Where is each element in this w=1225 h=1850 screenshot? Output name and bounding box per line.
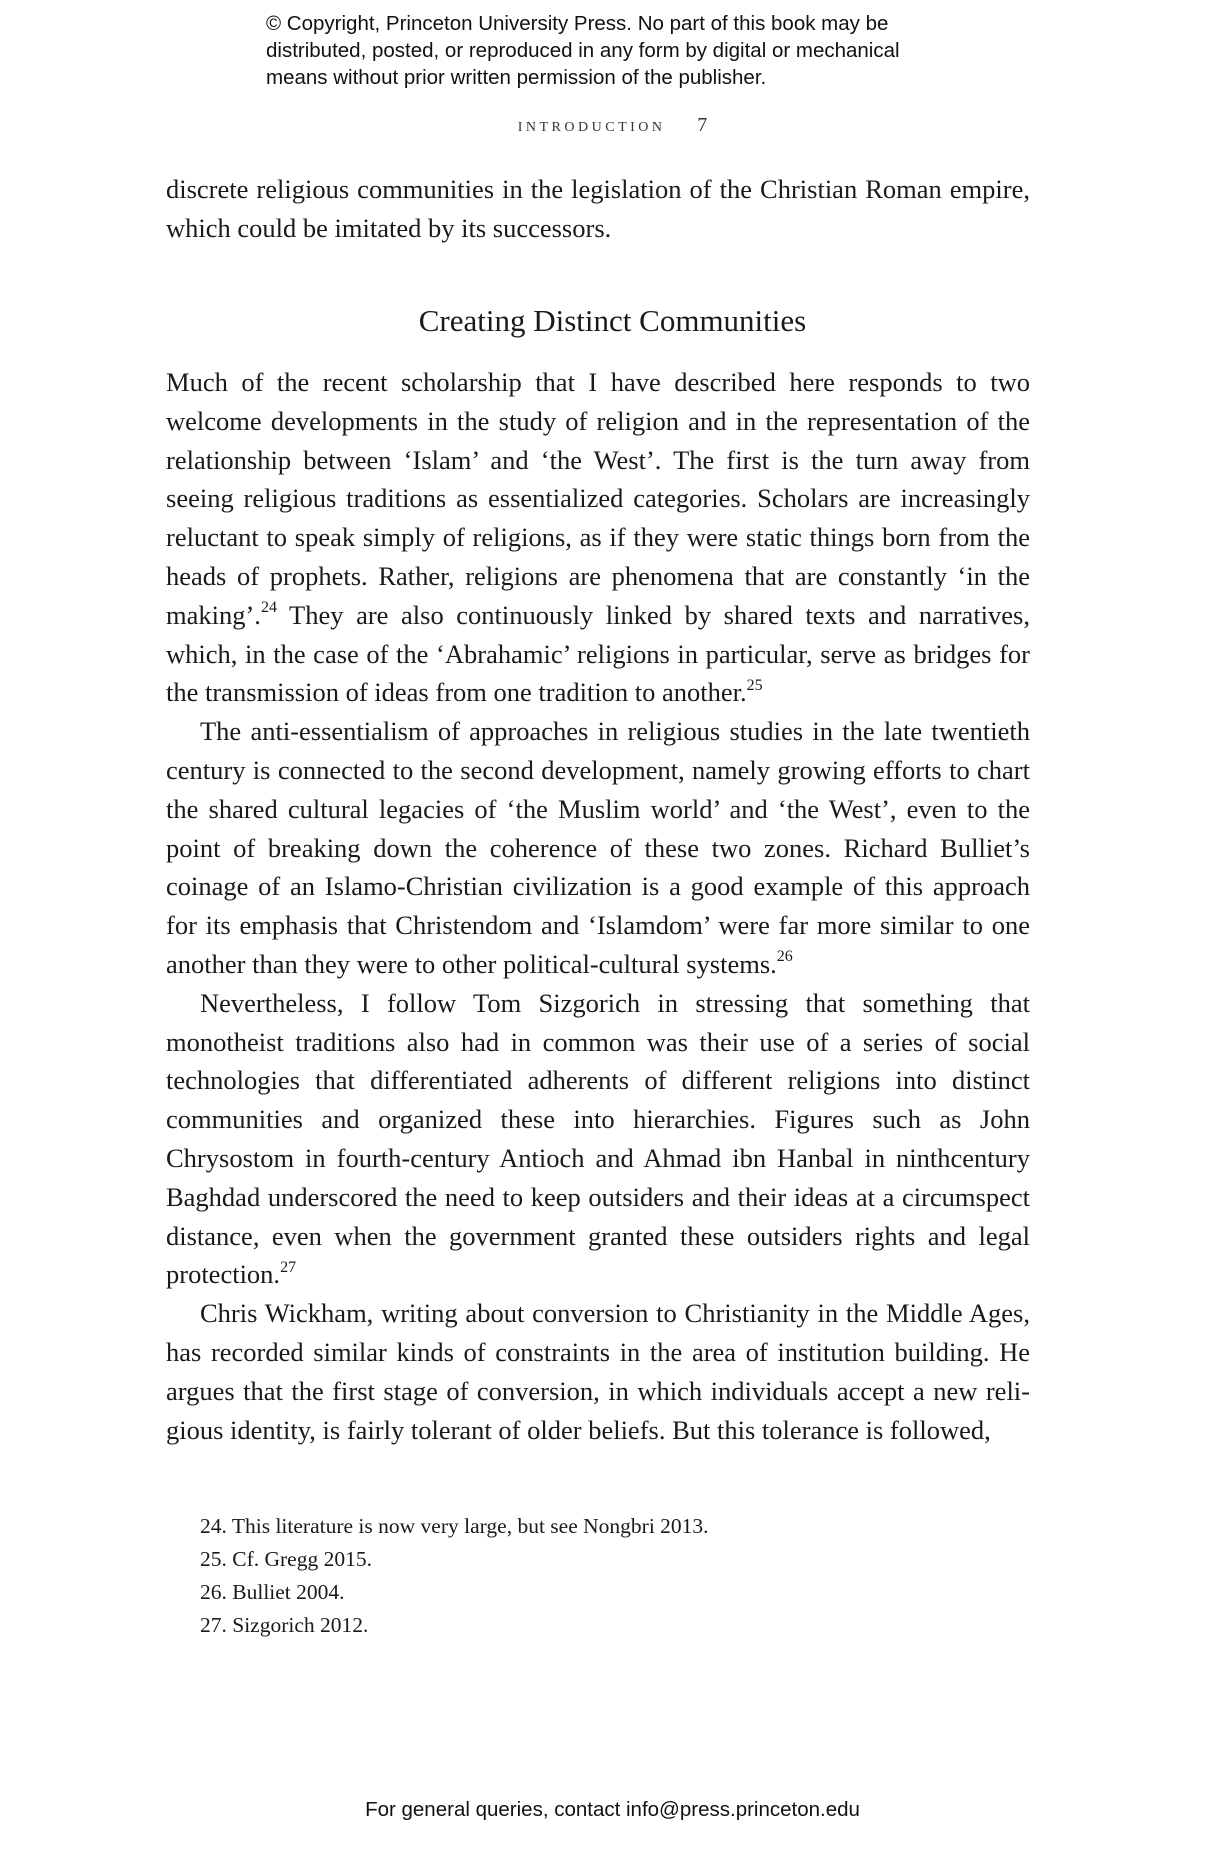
- footer-contact: For general queries, contact info@press.princeton.edu: [365, 1798, 860, 1821]
- copyright-line: means without prior written permission of the publisher.: [266, 66, 767, 89]
- paragraph-text: Chris Wickham, writing about conversion to Christianity in the Middle Ages, has recorded similar kinds of constraints in the area of institution building. He argues that the first stage of conversion, in which individuals accept a new religious identity, is fairly tolerant of older beliefs. But this tolerance is followed,: [166, 1298, 1030, 1445]
- running-head: [0, 114, 1225, 137]
- paragraph: [166, 363, 1030, 712]
- footnote: 25. Cf. Gregg 2015.: [200, 1547, 372, 1571]
- paragraph: [166, 1294, 1030, 1449]
- copyright-line: © Copyright, Princeton University Press. No part of this book may be: [266, 12, 889, 35]
- footnote: 27. Sizgorich 2012.: [200, 1613, 369, 1637]
- section-heading: Creating Distinct Communities: [418, 303, 807, 338]
- opening-paragraph: discrete religious communities in the legislation of the Christian Roman empire, which could be imitated by its successors.: [166, 174, 1030, 243]
- footnote-ref[interactable]: 26: [776, 948, 793, 966]
- paragraph-text: They are also continuously linked by shared texts and narratives, which, in the case of the ‘Abrahamic’ religions in particular, serve as bridges for the transmission of ideas from one tradition to another.: [166, 599, 1030, 708]
- paragraph-text: Much of the recent scholarship that I have described here responds to two welcome developments in the study of religion and in the representation of the relationship between ‘Islam’ and ‘the West’. The first is the turn away from seeing religious traditions as essentialized categories. Scholars are increasingly reluctant to speak simply of religions, as if they were static things born from the heads of prophets. Rather, religions are phenomena that are constantly ‘in the making’.: [166, 367, 1030, 630]
- paragraph-text: The anti-essentialism of approaches in religious studies in the late twentieth century is connected to the second development, namely growing efforts to chart the shared cultural legacies of ‘the Muslim world’ and ‘the West’, even to the point of breaking down the coherence of these two zones. Richard Bulliet’s coinage of an Islamo-Christian civilization is a good example of this approach for its emphasis that Christendom and ‘Islamdom’ were far more similar to one another than they were to other political-cultural systems.: [166, 716, 1030, 979]
- copyright-line: distributed, posted, or reproduced in any form by digital or mechanical: [266, 39, 900, 62]
- footnote-ref[interactable]: 25: [746, 676, 763, 694]
- paragraph-text: Nevertheless, I follow Tom Sizgorich in stressing that something that monotheist traditions also had in common was their use of a series of social technologies that differentiated adherents of different religions into distinct communities and organized these into hierarchies. Figures such as John Chrysostom in fourth-century Antioch and Ahmad ibn Hanbal in ninthcentury Baghdad underscored the need to keep outsiders and their ideas at a circumspect distance, even when the government granted these outsiders rights and legal protection.: [166, 987, 1030, 1290]
- copyright-notice: [266, 10, 1026, 91]
- paragraph: [166, 712, 1030, 984]
- paragraph: [166, 984, 1030, 1294]
- chapter-title: introduction: [517, 114, 666, 136]
- footnote: 26. Bulliet 2004.: [200, 1580, 345, 1604]
- page-number: 7: [697, 114, 708, 136]
- footnote-ref[interactable]: 27: [280, 1258, 297, 1276]
- footnotes: [200, 1510, 1000, 1642]
- footnote: 24. This literature is now very large, but see Nongbri 2013.: [200, 1514, 709, 1538]
- main-text: [166, 363, 1030, 1449]
- footnote-ref[interactable]: 24: [260, 598, 277, 616]
